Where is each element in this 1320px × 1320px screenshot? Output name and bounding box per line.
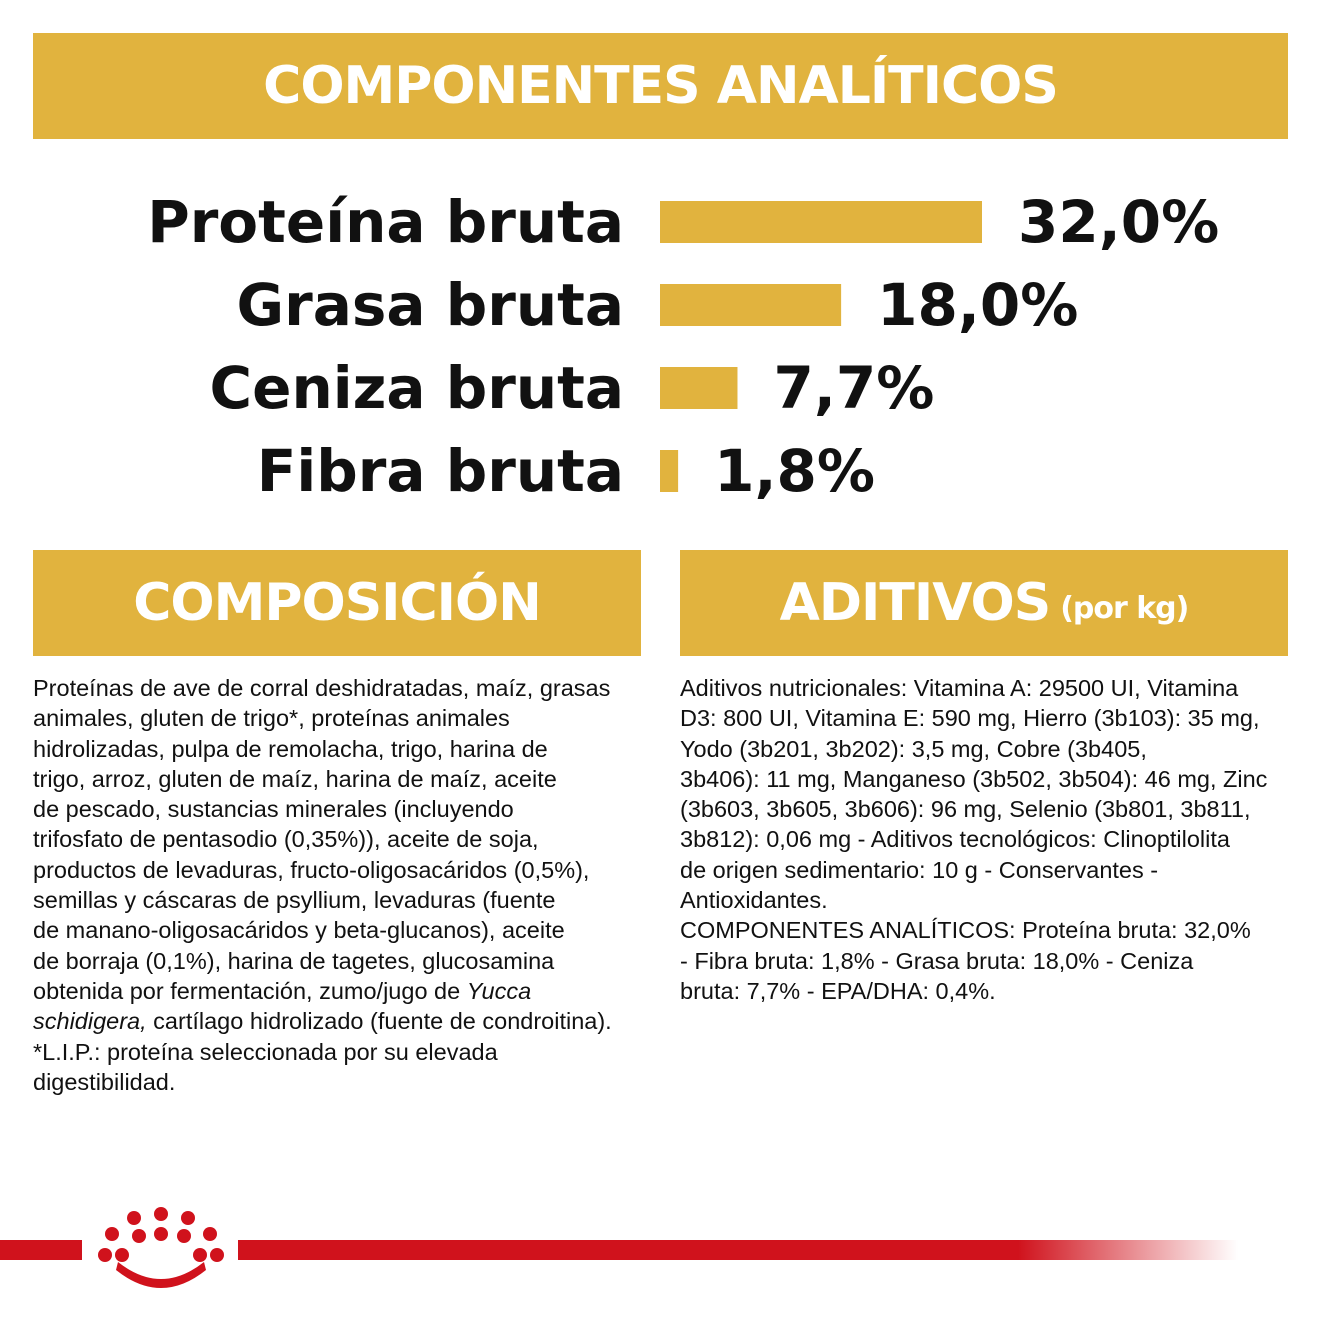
bar-value-label: 18,0% bbox=[877, 271, 1079, 339]
brand-footer bbox=[0, 1200, 1320, 1290]
composition-line: de manano-oligosacáridos y beta-glucanos), aceite bbox=[33, 917, 565, 944]
analytic-components-chart bbox=[0, 180, 1320, 520]
additives-line: Yodo (3b201, 3b202): 3,5 mg, Cobre (3b405, bbox=[680, 735, 1147, 762]
bar bbox=[660, 284, 841, 326]
additives-line: 3b406): 11 mg, Manganeso (3b502, 3b504): 46 mg, Zinc bbox=[680, 765, 1268, 792]
schidigera-italic: schidigera, bbox=[33, 1008, 147, 1035]
bar-value-label: 1,8% bbox=[714, 437, 875, 505]
composition-line-tail: cartílago hidrolizado (fuente de condroitina). bbox=[146, 1008, 612, 1035]
composition-title: COMPOSICIÓN bbox=[133, 573, 541, 633]
composition-line-text: obtenida por fermentación, zumo/jugo de bbox=[33, 977, 461, 1004]
additives-line: Antioxidantes. bbox=[680, 887, 828, 914]
composition-line: animales, gluten de trigo*, proteínas animales bbox=[33, 705, 510, 732]
bar-category-label: Fibra bruta bbox=[256, 437, 624, 505]
additives-line: Aditivos nutricionales: Vitamina A: 29500 UI, Vitamina bbox=[680, 675, 1239, 701]
composition-line: hidrolizadas, pulpa de remolacha, trigo, harina de bbox=[33, 735, 548, 762]
additives-text bbox=[680, 673, 1292, 1006]
analytic-components-banner bbox=[33, 33, 1288, 139]
additives-line: - Fibra bruta: 1,8% - Grasa bruta: 18,0% - Ceniza bbox=[680, 947, 1194, 974]
composition-line bbox=[33, 976, 645, 1006]
bar-category-label: Grasa bruta bbox=[236, 271, 624, 339]
composition-line: trifosfato de pentasodio (0,35%)), aceite de soja, bbox=[33, 826, 539, 853]
additives-line: COMPONENTES ANALÍTICOS: Proteína bruta: 32,0% bbox=[680, 917, 1251, 944]
additives-title: ADITIVOS bbox=[779, 573, 1051, 633]
composition-line: trigo, arroz, gluten de maíz, harina de maíz, aceite bbox=[33, 765, 557, 792]
additives-line: D3: 800 UI, Vitamina E: 590 mg, Hierro (3b103): 35 mg, bbox=[680, 705, 1260, 732]
bar bbox=[660, 367, 737, 409]
analytic-components-title: COMPONENTES ANALÍTICOS bbox=[263, 56, 1058, 116]
bar-value-label: 32,0% bbox=[1018, 188, 1220, 256]
composition-note-line: *L.I.P.: proteína seleccionada por su elevada bbox=[33, 1038, 498, 1065]
additives-line: (3b603, 3b605, 3b606): 96 mg, Selenio (3b801, 3b811, bbox=[680, 796, 1251, 823]
bar-value-label: 7,7% bbox=[773, 354, 935, 422]
composition-line: de pescado, sustancias minerales (incluyendo bbox=[33, 796, 514, 823]
composition-line: Proteínas de ave de corral deshidratadas, maíz, grasas bbox=[33, 675, 611, 701]
red-line-right bbox=[238, 1240, 1238, 1260]
composition-text bbox=[33, 673, 645, 1097]
bar bbox=[660, 450, 678, 492]
composition-line: de borraja (0,1%), harina de tagetes, glucosamina bbox=[33, 947, 555, 974]
crown-logo-icon bbox=[98, 1207, 224, 1288]
bar-category-label: Proteína bruta bbox=[147, 188, 624, 256]
composition-line: productos de levaduras, fructo-oligosacáridos (0,5%), bbox=[33, 856, 590, 883]
additives-line: bruta: 7,7% - EPA/DHA: 0,4%. bbox=[680, 977, 996, 1004]
additives-subtitle: (por kg) bbox=[1060, 591, 1189, 626]
bar-category-label: Ceniza bruta bbox=[209, 354, 624, 422]
composition-banner bbox=[33, 550, 641, 656]
composition-note-line: digestibilidad. bbox=[33, 1068, 176, 1095]
additives-banner bbox=[680, 550, 1288, 656]
yucca-italic: Yucca bbox=[466, 977, 532, 1004]
red-line-left bbox=[0, 1240, 82, 1260]
additives-line: 3b812): 0,06 mg - Aditivos tecnológicos: Clinoptilolita bbox=[680, 826, 1230, 853]
composition-line bbox=[33, 1006, 645, 1036]
bar bbox=[660, 201, 982, 243]
composition-line: semillas y cáscaras de psyllium, levaduras (fuente bbox=[33, 887, 556, 914]
additives-line: de origen sedimentario: 10 g - Conservantes - bbox=[680, 856, 1159, 883]
